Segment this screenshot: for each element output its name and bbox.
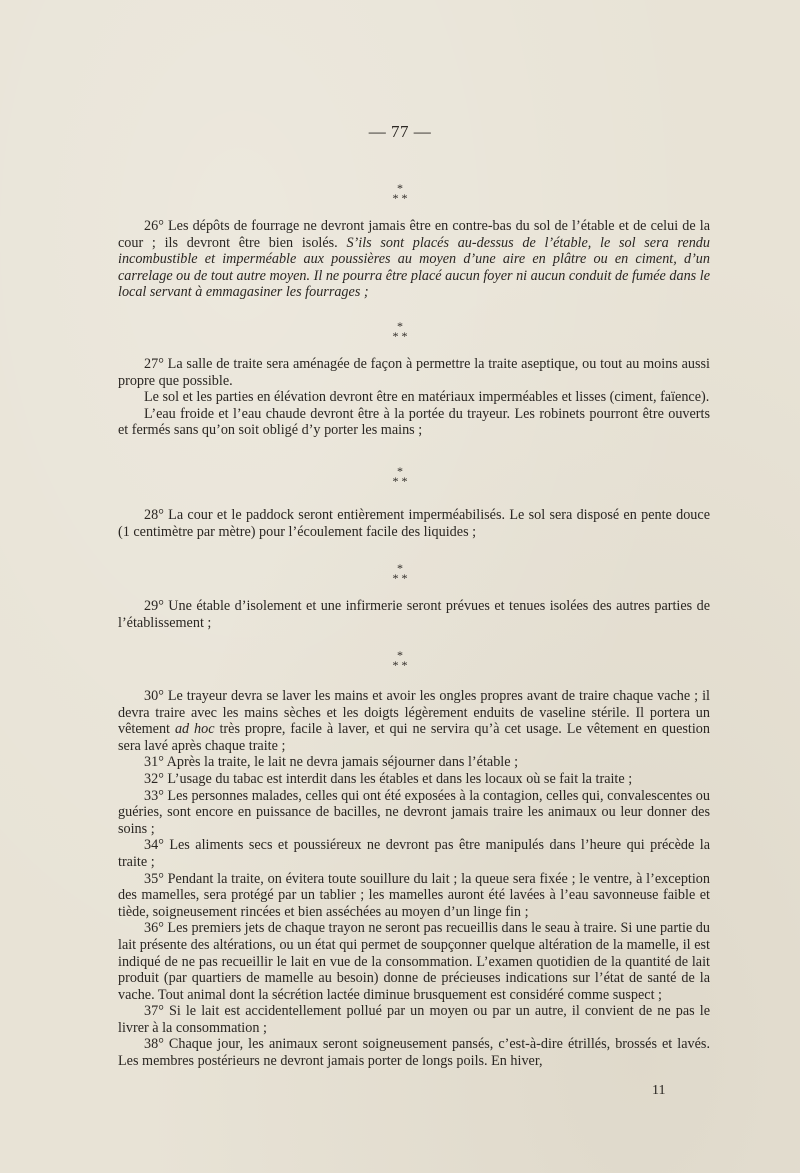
article-26 — [118, 218, 710, 301]
article-27 — [118, 356, 710, 439]
article-30-text: 30° Le trayeur devra se laver les mains et avoir les ongles propres avant de traire chaque vache ; il devra traire avec les mains sèches et les doigts légèrement enduits de vaseline stérile. Il portera un vêtement ad hoc très propre, facile à laver, et qui ne servira qu’à cet usage. Le vêtement en question sera lavé après chaque traite ; — [118, 688, 710, 754]
separator-top-star: * — [397, 464, 403, 478]
article-36-text: 36° Les premiers jets de chaque trayon ne seront pas recueillis dans le seau à traire. Si une partie du lait présente des altérations, ou un état qui permet de soupçonner quelque altération de la mamelle, il est indiqué de ne pas recueillir le lait en vue de la consommation. L’examen quotidien de la quantité de lait produit (par quartiers de mamelle au besoin) donne de précieuses indications sur l’état de santé de la vache. Tout animal dont la sécrétion lactée diminue brusquement est considéré comme suspect ; — [118, 920, 710, 1003]
article-27-line-3: L’eau froide et l’eau chaude devront être à la portée du trayeur. Les robinets pourront être ouverts et fermés sans qu’on soit obligé d’y porter les mains ; — [118, 405, 710, 439]
article-29 — [118, 598, 710, 631]
separator-top-star: * — [397, 561, 403, 575]
article-26-italic: S’ils sont placés au-dessus de l’étable, le sol sera rendu incombustible et imperméable aux poussières au moyen d’une aire en plâtre ou en ciment, d’un carrelage ou de tout autre moyen. Il ne pourra être placé aucun foyer ni aucun conduit de fumée dans le local servant à emmagasiner les fourrages ; — [118, 234, 710, 301]
separator-bottom-stars: * * — [392, 571, 408, 585]
section-separator — [0, 183, 800, 203]
separator-top-star: * — [397, 319, 403, 333]
article-34-text: 34° Les aliments secs et poussiéreux ne devront pas être manipulés dans l’heure qui précède la traite ; — [118, 837, 710, 870]
article-33-text: 33° Les personnes malades, celles qui ont été exposées à la contagion, celles qui, convalescentes ou guéries, sont encore en puissance de bacilles, ne devront jamais traire les animaux ou leur donner des soins ; — [118, 787, 710, 837]
article-27-line-2: Le sol et les parties en élévation devront être en matériaux imperméables et lisses (ciment, faïence). — [144, 389, 710, 406]
article-35-text: 35° Pendant la traite, on évitera toute souillure du lait ; la queue sera fixée ; le ventre, à l’exception des mamelles, sera protégé par un tablier ; les mamelles auront été lavées à l’eau savonneuse faible et tiède, soigneusement rincées et bien asséchées au moyen d’un linge fin ; — [118, 870, 710, 920]
separator-bottom-stars: * * — [392, 191, 408, 205]
separator-top-star: * — [397, 648, 403, 662]
article-30-italic: ad hoc — [174, 721, 215, 738]
article-32-text: 32° L’usage du tabac est interdit dans les étables et dans les locaux où se fait la traite ; — [144, 770, 633, 787]
article-38-text: 38° Chaque jour, les animaux seront soigneusement pansés, c’est-à-dire étrillés, brossés et lavés. Les membres postérieurs ne devront jamais porter de longs poils. En hiver, — [118, 1036, 710, 1070]
separator-bottom-stars: * * — [392, 329, 408, 343]
separator-bottom-stars: * * — [392, 474, 408, 488]
separator-top-star: * — [397, 181, 403, 195]
article-31-text: 31° Après la traite, le lait ne devra jamais séjourner dans l’étable ; — [144, 754, 519, 771]
separator-bottom-stars: * * — [392, 658, 408, 672]
article-37-text: 37° Si le lait est accidentellement pollué par un moyen ou par un autre, il convient de ne pas le livrer à la consommation ; — [118, 1003, 710, 1036]
section-separator — [0, 321, 800, 341]
article-28-text: 28° La cour et le paddock seront entièrement imperméabilisés. Le sol sera disposé en pente douce (1 centimètre par mètre) pour l’écoulement facile des liquides ; — [118, 507, 710, 540]
article-27-line-1: 27° La salle de traite sera aménagée de façon à permettre la traite aseptique, ou tout au moins aussi propre que possible. — [118, 356, 710, 389]
signature-number: 11 — [652, 1083, 666, 1098]
article-26-text: 26° Les dépôts de fourrage ne devront jamais être en contre-bas du sol de l’étable et de celui de la cour ; ils devront être bien isolés. S’ils sont placés au-dessus de l’étable, le sol sera rendu incombustible et imperméable aux poussières au moyen d’une aire en plâtre ou en ciment, d’un carrelage ou de tout autre moyen. Il ne pourra être placé aucun foyer ni aucun conduit de fumée dans le local servant à emmagasiner les fourrages ; — [118, 218, 710, 301]
section-separator — [0, 466, 800, 486]
articles-30-38 — [118, 688, 710, 1070]
article-28 — [118, 507, 710, 540]
section-separator — [0, 650, 800, 670]
article-29-text: 29° Une étable d’isolement et une infirmerie seront prévues et tenues isolées des autres parties de l’établissement ; — [118, 598, 710, 631]
page-number: — 77 — — [368, 122, 432, 141]
section-separator — [0, 563, 800, 583]
